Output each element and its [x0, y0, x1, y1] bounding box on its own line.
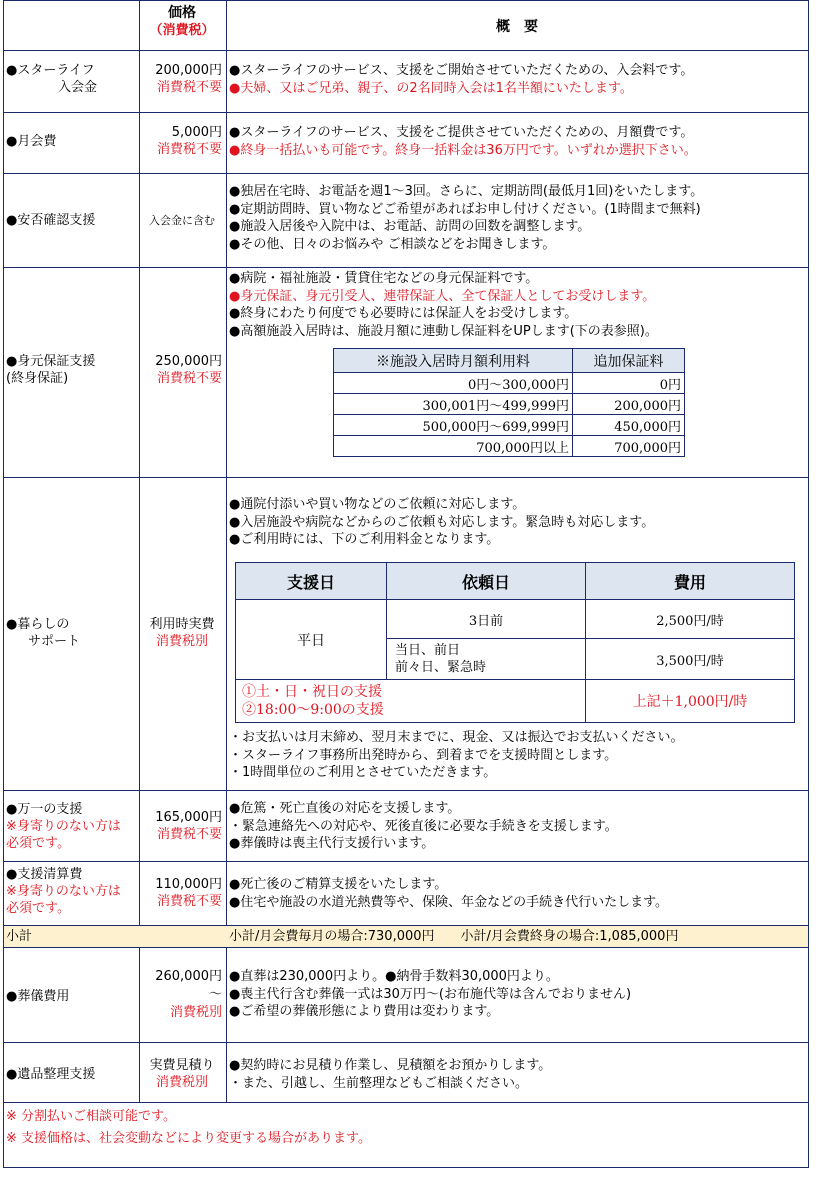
row-price-safety-check: 入会金に含む — [149, 214, 215, 227]
support-holiday: ①土・日・祝日の支援 ②18:00～9:00の支援 — [236, 680, 586, 723]
support-header-day: 支援日 — [236, 563, 387, 600]
row-price-membership-fee: 200,000円 消費税不要 — [155, 63, 222, 95]
tax-label: （消費税） — [149, 23, 215, 38]
row-name-guarantee: ●身元保証支援 (終身保証) — [6, 354, 96, 386]
row-summary-estate-cleanup: ●契約時にお見積り作業し、見積額をお預かりします。 ・また、引越し、生前整理などもご相談ください。 — [229, 1058, 552, 1091]
support-cost: 上記＋1,000円/時 — [586, 680, 795, 723]
row-summary-safety-check: ●独居在宅時、お電話を週1～3回。さらに、定期訪問(最低月1回)をいたします。 ●定期訪問時、買い物などご希望があればお申し付けください。(1時間まで無料) ●施設入居後や入院中は、お電話、訪問の回数を調整します。 ●その他、日々のお悩みや ご相談などをお聞きします。 — [229, 184, 704, 252]
fee-header-monthly: ※施設入居時月額利用料 — [334, 349, 573, 373]
support-header-cost: 費用 — [586, 563, 795, 600]
fee-header-additional: 追加保証料 — [573, 349, 685, 373]
row-price-settlement: 110,000円 消費税不要 — [155, 877, 222, 909]
table-row — [236, 680, 795, 723]
table-row — [334, 394, 685, 415]
row-price-estate-cleanup: 実費見積り 消費税別 — [149, 1058, 215, 1090]
fee-amount: 0円 — [573, 373, 685, 394]
row-name-living-support: ●暮らしの サポート — [6, 617, 81, 649]
living-support-notes: ・お支払いは月末締め、翌月末までに、現金、又は振込でお支払いください。 ・スターライフ事務所出発時から、到着までを支援時間とします。 ・1時間単位のご利用とさせていただきます。 — [229, 730, 684, 780]
price-label: 価格 — [168, 5, 196, 21]
support-request: 3日前 — [387, 600, 586, 639]
table-row — [334, 373, 685, 394]
fee-amount: 450,000円 — [573, 415, 685, 436]
row-summary-emergency: ●危篤・死亡直後の対応を支援します。 ・緊急連絡先への対応や、死後直後に必要な手続きを支援します。 ●葬儀時は喪主代行支援行います。 — [229, 801, 618, 851]
summary-header: 概 要 — [496, 19, 538, 35]
price-header — [139, 4, 225, 40]
table-row — [334, 415, 685, 436]
fee-range: 0円～300,000円 — [334, 373, 573, 394]
table-row — [236, 600, 795, 639]
row-divider — [3, 267, 809, 268]
row-summary-monthly-fee: ●スターライフのサービス、支援をご提供させていただくための、月額費です。 ●終身一括払いも可能です。終身一括料金は36万円です。いずれか選択下さい。 — [229, 125, 697, 158]
support-weekday: 平日 — [236, 600, 387, 680]
subtotal-text: 小計/月会費毎月の場合:730,000円 小計/月会費終身の場合:1,085,000円 — [229, 929, 679, 944]
fee-amount: 700,000円 — [573, 436, 685, 457]
support-cost: 3,500円/時 — [586, 639, 795, 680]
row-divider — [3, 861, 809, 862]
row-name-settlement: ●支援清算費 ※身寄りのない方は 必須です。 — [6, 867, 121, 916]
row-name-estate-cleanup: ●遺品整理支援 — [6, 1067, 96, 1082]
row-name-funeral: ●葬儀費用 — [6, 989, 70, 1004]
row-name-monthly-fee: ●月会費 — [6, 134, 57, 149]
row-divider — [3, 790, 809, 791]
fee-range: 700,000円以上 — [334, 436, 573, 457]
row-price-funeral: 260,000円 ～ 消費税別 — [155, 969, 222, 1020]
row-price-guarantee: 250,000円 消費税不要 — [155, 354, 222, 386]
fee-amount: 200,000円 — [573, 394, 685, 415]
row-divider — [3, 1042, 809, 1043]
support-header-request: 依頼日 — [387, 563, 586, 600]
table-row — [334, 436, 685, 457]
row-summary-funeral: ●直葬は230,000円より。●納骨手数料30,000円より。 ●喪主代行含む葬儀一式は30万円～(お布施代等は含んでおりません) ●ご希望の葬儀形態により費用は変わります。 — [229, 969, 632, 1019]
guarantee-fee-table — [333, 348, 685, 457]
row-divider — [3, 1102, 809, 1103]
row-divider — [3, 50, 809, 51]
fee-range: 300,001円～499,999円 — [334, 394, 573, 415]
row-name-emergency: ●万一の支援 ※身寄りのない方は 必須です。 — [6, 802, 121, 851]
row-summary-guarantee: ●病院・福祉施設・賃貸住宅などの身元保証料です。 ●身元保証、身元引受人、連帯保証人、全て保証人としてお受けします。 ●終身にわたり何度でも必要時には保証人をお受けします。 ●高額施設入居時は、施設月額に連動し保証料をUPします(下の表参照)。 — [229, 271, 658, 339]
support-cost: 2,500円/時 — [586, 600, 795, 639]
row-divider — [3, 112, 809, 113]
subtotal-label: 小計 — [6, 929, 33, 944]
fee-range: 500,000円～699,999円 — [334, 415, 573, 436]
row-name-safety-check: ●安否確認支援 — [6, 213, 96, 228]
support-request: 当日、前日 前々日、緊急時 — [387, 639, 586, 680]
footer-notes: ※ 分割払いご相談可能です。 ※ 支援価格は、社会変動などにより変更する場合があります。 — [6, 1109, 371, 1146]
row-name-membership-fee: ●スターライフ 入会金 — [6, 63, 98, 95]
row-price-living-support: 利用時実費 消費税別 — [149, 617, 215, 649]
row-summary-settlement: ●死亡後のご精算支援をいたします。 ●住宅や施設の水道光熱費等や、保険、年金などの手続き代行いたします。 — [229, 877, 669, 910]
row-summary-membership-fee: ●スターライフのサービス、支援をご開始させていただくための、入会料です。 ●夫婦、又はご兄弟、親子、の2名同時入会は1名半額にいたします。 — [229, 63, 694, 96]
row-divider — [3, 947, 809, 948]
support-fee-table — [235, 562, 795, 723]
row-divider — [3, 477, 809, 478]
row-price-emergency: 165,000円 消費税不要 — [155, 810, 222, 842]
row-summary-living-support: ●通院付添いや買い物などのご依頼に対応します。 ●入居施設や病院などからのご依頼も対応します。緊急時も対応します。 ●ご利用時には、下のご利用料金となります。 — [229, 497, 655, 547]
row-price-monthly-fee: 5,000円 消費税不要 — [156, 125, 222, 157]
row-divider — [3, 173, 809, 174]
